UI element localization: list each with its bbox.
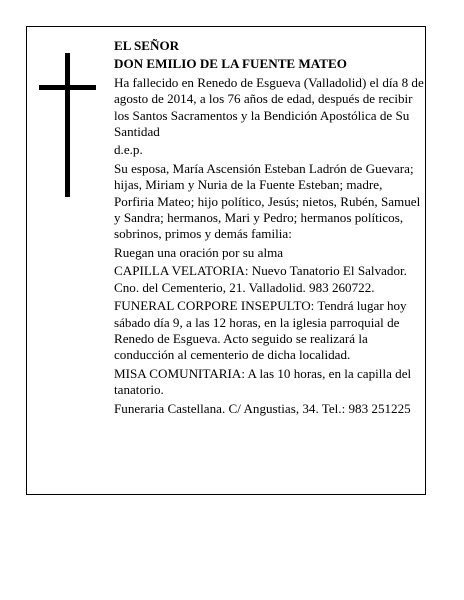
- dep-text: d.e.p.: [114, 142, 143, 158]
- obituary-text: [114, 38, 424, 419]
- cross-vertical-bar: [65, 53, 70, 197]
- chapel-info: CAPILLA VELATORIA: Nuevo Tanatorio El Salvador. Cno. del Cementerio, 21. Valladolid. 983 260722.: [114, 263, 407, 295]
- deceased-name: DON EMILIO DE LA FUENTE MATEO: [114, 56, 347, 72]
- mass-info: MISA COMUNITARIA: A las 10 horas, en la capilla del tanatorio.: [114, 365, 412, 398]
- family-list: Su esposa, María Ascensión Esteban Ladrón de Guevara; hijas, Miriam y Nuria de la Fuente Esteban; madre, Porfiria Mateo; hijo político, Jesús; nietos, Rubén, Samuel y Sandra; hermanos, Mari y Pedro; hermanos políticos, sobrinos, primos y demás familia:: [114, 160, 421, 242]
- heading-title: EL SEÑOR: [114, 38, 180, 53]
- prayer-request: Ruegan una oración por su alma: [114, 244, 284, 260]
- latin-cross-icon: [39, 53, 96, 197]
- funeral-home-info: Funeraria Castellana. C/ Angustias, 34. Tel.: 983 251225: [114, 400, 411, 416]
- cross-horizontal-bar: [39, 85, 96, 90]
- funeral-info: FUNERAL CORPORE INSEPULTO: Tendrá lugar hoy sábado día 9, a las 12 horas, en la iglesia parroquial de Renedo de Esgueva. Acto seguido se realizará la conducción al cementerio de dicha localidad.: [114, 298, 407, 363]
- death-announcement: Ha fallecido en Renedo de Esgueva (Valladolid) el día 8 de agosto de 2014, a los 76 años de edad, después de recibir los Santos Sacramentos y la Bendición Apostólica de Su Santidad: [114, 74, 424, 140]
